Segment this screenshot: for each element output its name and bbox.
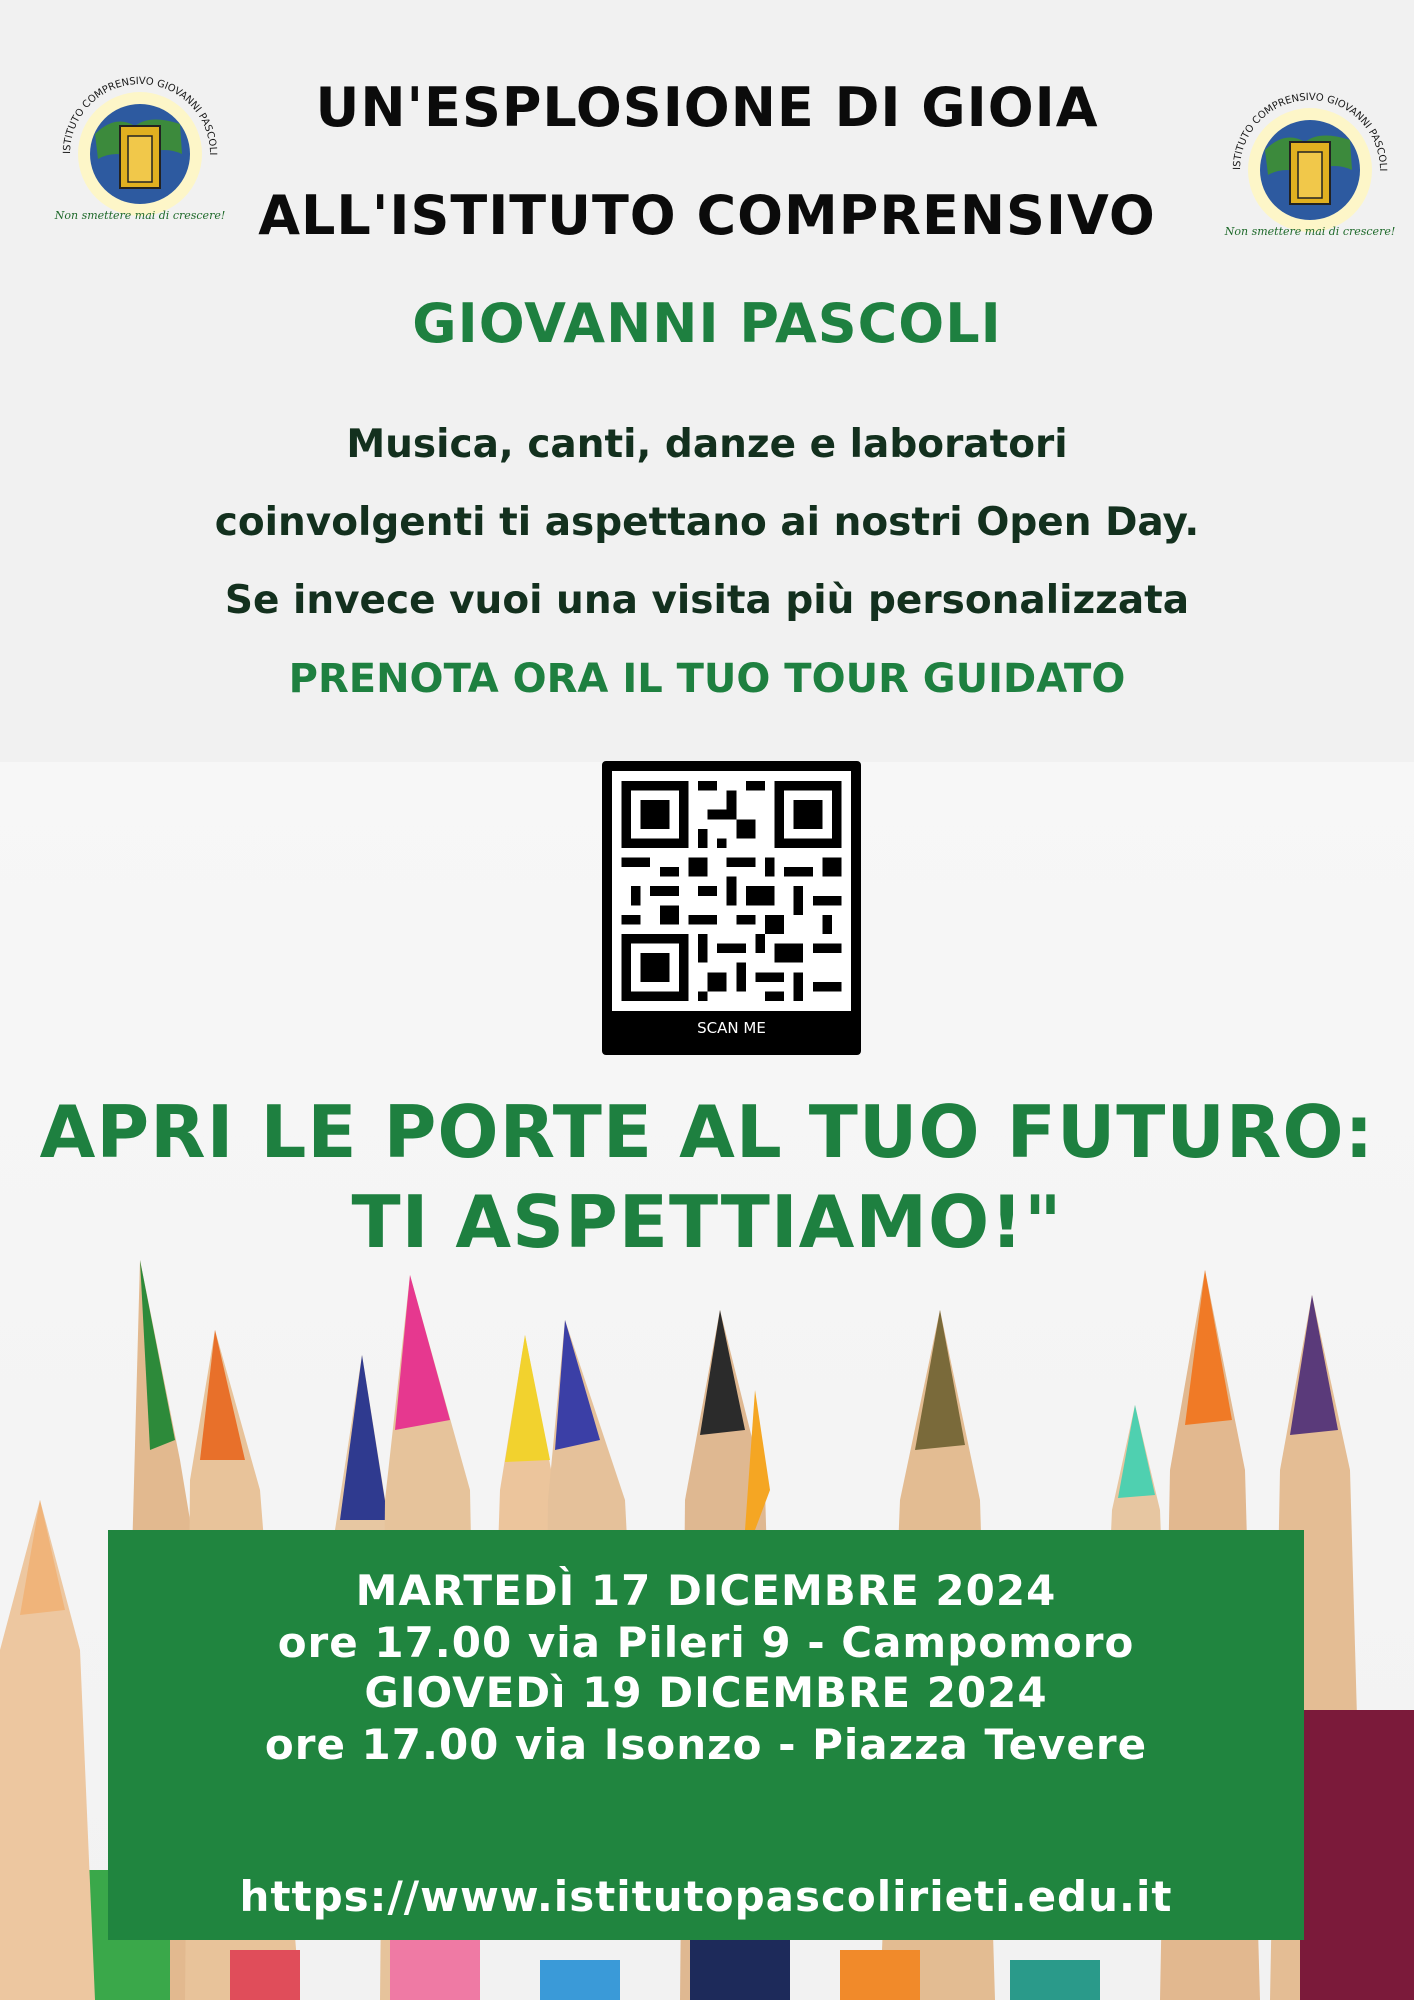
- scan-me-label: SCAN ME: [697, 1019, 766, 1037]
- logo-motto: Non smettere mai di crescere!: [54, 209, 226, 222]
- title-line-2: ALL'ISTITUTO COMPRENSIVO: [258, 184, 1156, 247]
- slogan-line-1: APRI LE PORTE AL TUO FUTURO:: [39, 1090, 1375, 1174]
- website-link[interactable]: https://www.istitutopascolirieti.edu.it: [239, 1872, 1173, 1921]
- qr-code[interactable]: [602, 761, 861, 1055]
- logo-ring-text: ISTITUTO COMPRENSIVO GIOVANNI PASCOLI: [1231, 91, 1389, 172]
- event-date-1: MARTEDÌ 17 DICEMBRE 2024: [355, 1566, 1057, 1615]
- event-date-2: GIOVEDì 19 DICEMBRE 2024: [364, 1668, 1048, 1717]
- intro-line-2: coinvolgenti ti aspettano ai nostri Open Day.: [214, 500, 1200, 545]
- event-place-1: ore 17.00 via Pileri 9 - Campomoro: [277, 1618, 1135, 1667]
- qr-pattern: [612, 771, 851, 1011]
- intro-line-3: Se invece vuoi una visita più personalizzata: [224, 578, 1190, 623]
- event-info-box: [108, 1530, 1304, 1940]
- slogan-line-2: TI ASPETTIAMO!": [351, 1180, 1063, 1264]
- school-name: GIOVANNI PASCOLI: [412, 292, 1002, 355]
- title-line-1: UN'ESPLOSIONE DI GIOIA: [315, 76, 1099, 139]
- logo-ring-text: ISTITUTO COMPRENSIVO GIOVANNI PASCOLI: [61, 75, 219, 156]
- event-place-2: ore 17.00 via Isonzo - Piazza Tevere: [264, 1720, 1148, 1769]
- pencil-peach: [0, 1500, 95, 2000]
- booking-cta: PRENOTA ORA IL TUO TOUR GUIDATO: [288, 656, 1126, 702]
- intro-line-1: Musica, canti, danze e laboratori: [346, 422, 1068, 467]
- logo-motto: Non smettere mai di crescere!: [1224, 225, 1396, 238]
